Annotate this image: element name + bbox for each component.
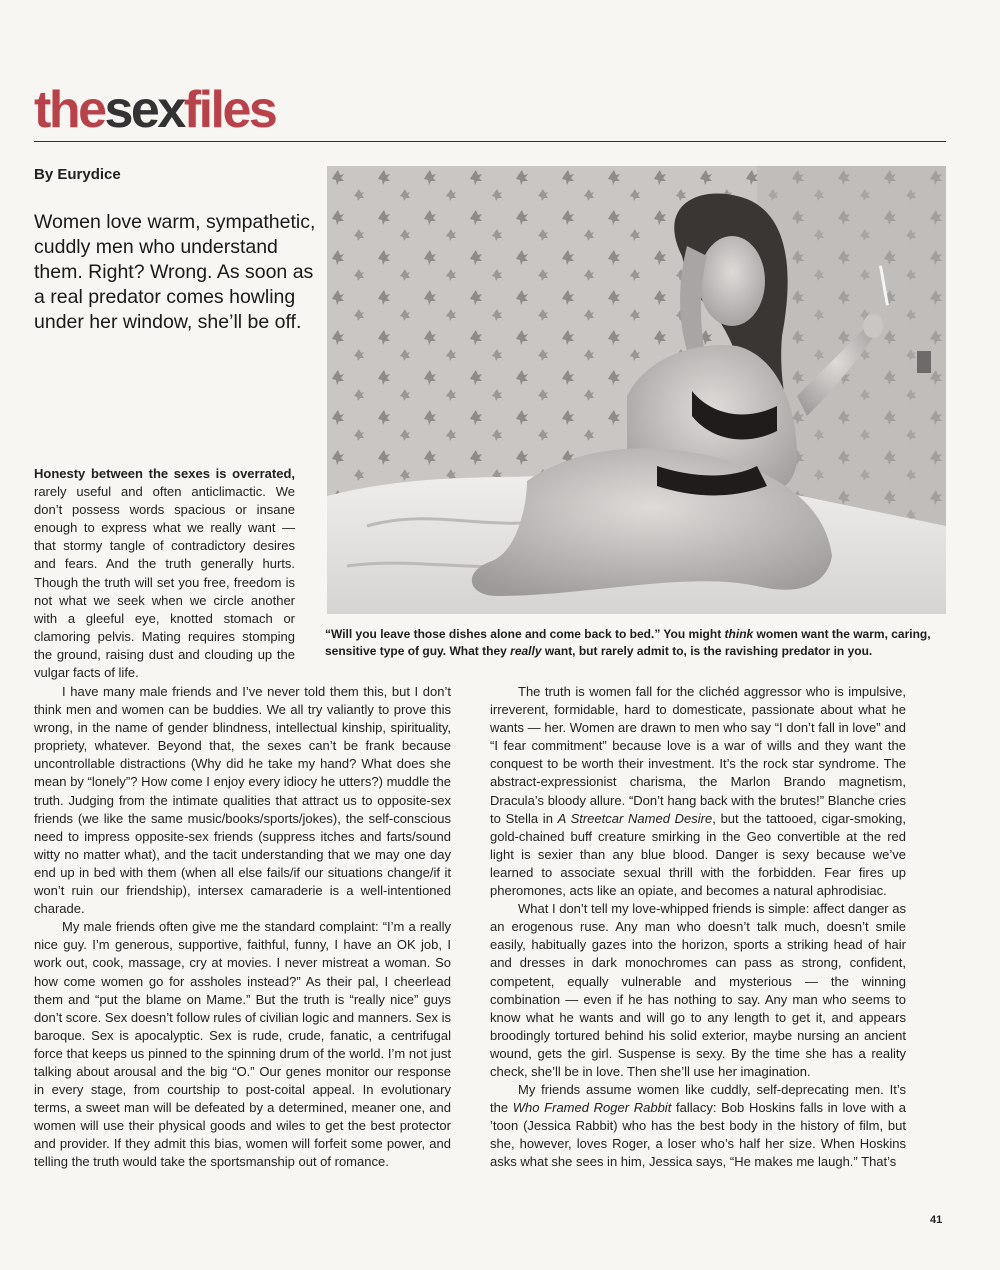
article-paragraph-4 — [490, 683, 906, 900]
deck-text: Women love warm, sympathetic, cuddly men who understand them. Right? Wrong. As soon as a real predator comes howling under her window, she’ll be off. — [34, 211, 316, 333]
byline: By Eurydice — [34, 166, 121, 183]
title-files: files — [183, 81, 276, 139]
article-paragraph-5: What I don’t tell my love-whipped friends is simple: affect danger as an erogenous ruse. Any man who doesn’t talk much, doesn’t smile easily, habitually gazes into the horizon, sports a striking head of hair and dresses in dark monochromes can pass as strong, confident, competent, equally vulnerable and mysterious — the winning combination — even if he has nothing to say. Any man who seems to know what he wants and will go to any length to get it, and appears broodingly tortured behind his solid exterior, maybe nursing an ancient wound, gets the girl. Suspense is sexy. By the time she has a reality check, she’ll be in love. Then she’ll use her imagination. — [490, 901, 906, 1079]
caption-part-1: “Will you leave those dishes alone and come back to bed.” You might — [325, 627, 725, 641]
film-title-roger-rabbit: Who Framed Roger Rabbit — [512, 1100, 672, 1116]
caption-part-3: want, but rarely admit to, is the ravishing predator in you. — [541, 644, 873, 658]
paragraph-6-text-a: My friends assume women like cuddly, self-deprecating men. It’s the — [490, 1082, 906, 1116]
article-photo — [327, 166, 946, 614]
article-paragraph-2: I have many male friends and I’ve never told them this, but I don’t think men and women can be buddies. We all try valiantly to prove this wrong, in the name of gender blindness, intellectual kinship, spirituality, propriety, whatever. Beyond that, the sexes can’t be frank because uncontrollable distractions (Why did he take my hand? What does she mean by “lonely”? How come I enjoy every idiocy he utters?) muddle the truth. Judging from the intimate qualities that attract us to opposite-sex friends (we like the same music/books/sports/jokes), the self-conscious need to impress opposite-sex friends (suppress itches and farts/sound witty no matter what), and the tacit understanding that we may one day end up in bed with them (when all else fails/if our situations change/if it won’t ruin our friendship), intersex camaraderie is a well-intentioned charade. — [34, 684, 451, 917]
article-column-right — [490, 683, 906, 1172]
paragraph-1-text: rarely useful and often anticlimactic. We don’t possess words spacious or insane enough to express what we really want — that stormy tangle of contradictory desires and fears. And the truth generally hurts. Though the truth will set you free, freedom is not what we seek when we circle another with a gleeful eye, knotted stomach or clamoring pelvis. Mating requires stomping the ground, raising dust and clouding up the vulgar facts of life. — [34, 484, 295, 681]
paragraph-6-text-b: fallacy: Bob Hoskins falls in love with a ’toon (Jessica Rabbit) who has the best body in the history of film, but she, however, loves Roger, a loser who’s half her size. When Hoskins asks what she sees in him, Jessica says, “He makes me laugh.” That’s — [490, 1100, 907, 1170]
paragraph-4-text-b: , but the tattooed, cigar-smoking, gold-chained buff creature smirking in the Geo convertible at the red light is sexier than any blue blood. Danger is sexy because we’ve learned to associate sexual thrill with the forbidden. Fear fires up pheromones, acts like an opiate, and becomes a natural aphrodisiac. — [490, 810, 906, 899]
article-column-left — [34, 683, 451, 1172]
title-sex: sex — [104, 81, 184, 139]
caption-emphasis-1: think — [724, 627, 754, 641]
photo-caption — [325, 626, 945, 660]
article-paragraph-6 — [490, 1081, 906, 1171]
section-title — [34, 81, 276, 139]
page-number: 41 — [930, 1214, 943, 1226]
film-title-streetcar: A Streetcar Named Desire — [557, 810, 713, 826]
caption-part-2: women want the warm, caring, sensitive type of guy. What they — [325, 627, 931, 658]
header-rule — [34, 141, 946, 142]
caption-emphasis-2: really — [510, 644, 542, 658]
photo-illustration — [327, 166, 946, 614]
article-paragraph-3: My male friends often give me the standard complaint: “I’m a really nice guy. I’m generous, supportive, faithful, funny, I have an OK job, I work out, cook, massage, cry at movies. I never mistreat a woman. So how come women go for assholes instead?” As their pal, I cheerlead them and “put the blame on Mame.” But the truth is “really nice” guys don’t score. Sex doesn’t follow rules of civilian logic and manners. Sex is baroque. Sex is apocalyptic. Sex is rude, crude, fanatic, a centrifugal force that keeps us pinned to the spinning drum of the world. I’m not just talking about arousal and the big “O.” Our genes monitor our response in every stage, from courtship to post-coital appeal. In evolutionary terms, a sweet man will be defeated by a determined, meaner one, and women will use their physical goods and wiles to get the best protector and provider. If they admit this bias, women will forfeit some power, and telling the truth would take the sportsmanship out of romance. — [34, 919, 451, 1170]
article-column-intro — [34, 465, 295, 682]
title-the: the — [34, 81, 105, 139]
lead-in: Honesty between the sexes is overrated, — [34, 466, 295, 481]
paragraph-4-text-a: The truth is women fall for the clichéd aggressor who is impulsive, irreverent, formidable, hard to domesticate, passionate about what he wants — her. Women are drawn to men who say “I don’t fall in love” and “I fear commitment” because love is a war of wills and they want the conquest to be worth their investment. It’s the rock star syndrome. The abstract-expressionist charisma, the Marlon Brando magnetism, Dracula’s bloody allure. “Don’t hang back with the brutes!” Blanche cries to Stella in — [490, 684, 906, 826]
article-paragraph-1 — [34, 465, 295, 682]
